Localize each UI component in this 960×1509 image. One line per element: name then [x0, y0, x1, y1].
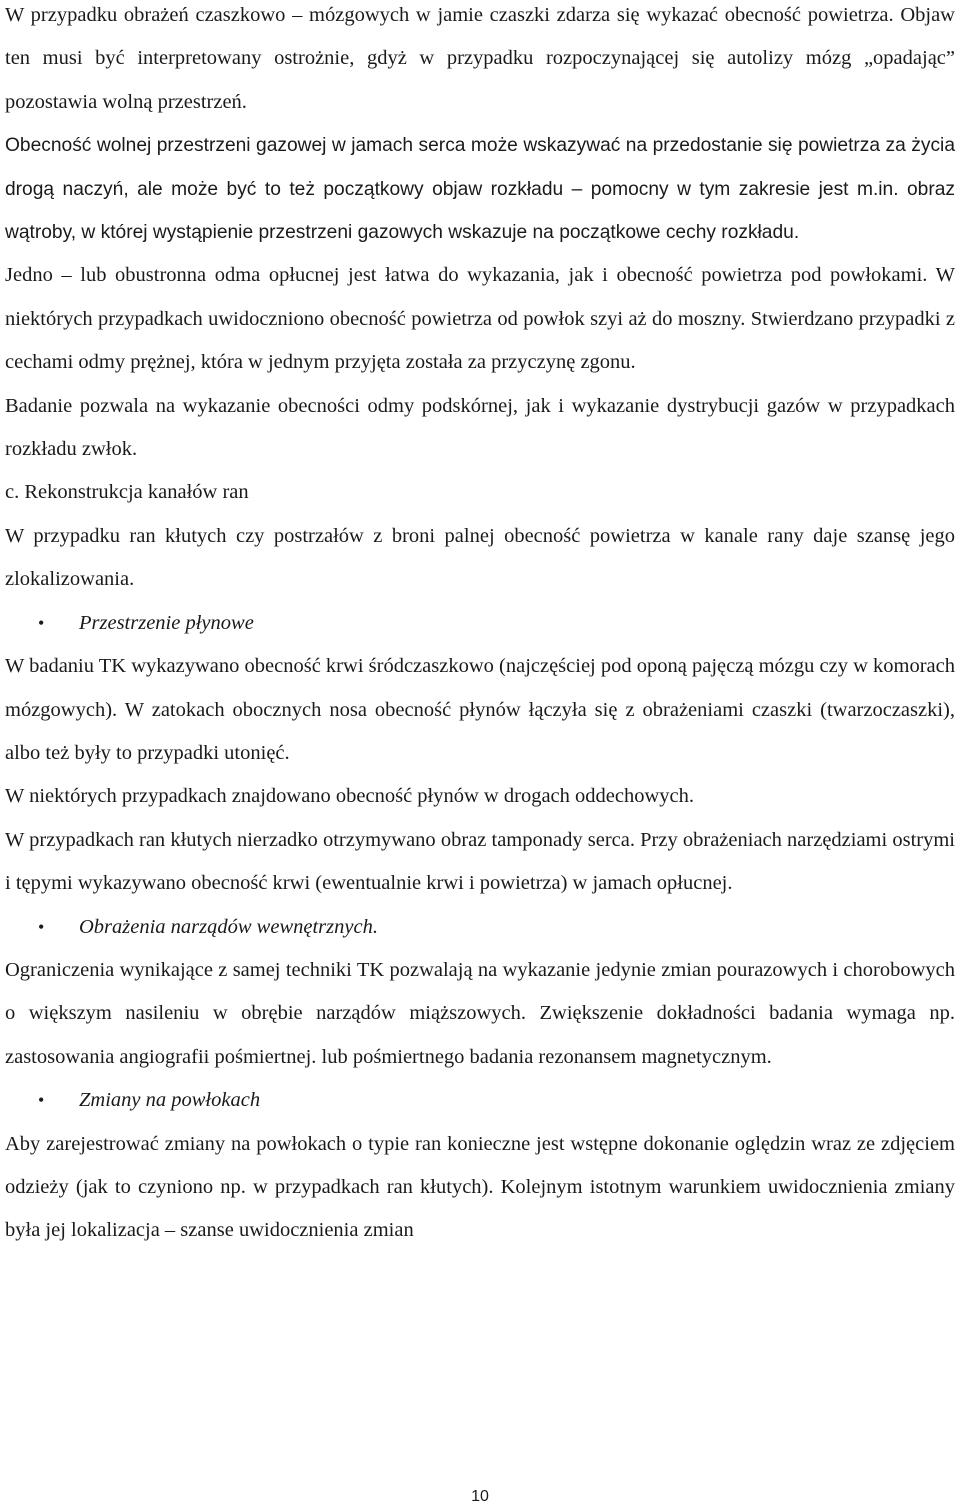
bullet-label: Zmiany na powłokach [79, 1089, 261, 1112]
bullet-dot-icon: • [38, 612, 45, 633]
paragraph-subcutaneous-emphysema: Badanie pozwala na wykazanie obecności odmy podskórnej, jak i wykazanie dystrybucji gazów w przypadkach rozkładu zwłok. [5, 394, 955, 461]
paragraph-ct-limitations: Ograniczenia wynikające z samej techniki TK pozwalają na wykazanie jedynie zmian pourazowych i chorobowych o większym nasileniu w obrębie narządów miąższowych. Zwiększenie dokładności badania wymaga np. zastosowania angiografii pośmiertnej. lub pośmiertnego badania rezonansem magnetycznym. [5, 958, 955, 1068]
bullet-item-skin-changes [5, 1079, 955, 1122]
paragraph-airway-fluids: W niektórych przypadkach znajdowano obecność płynów w drogach oddechowych. [5, 785, 694, 808]
bullet-dot-icon: • [38, 1090, 45, 1111]
section-heading-wound-channels: c. Rekonstrukcja kanałów ran [5, 481, 249, 504]
paragraph-cardiac-tamponade: W przypadkach ran kłutych nierzadko otrzymywano obraz tamponady serca. Przy obrażeniach narzędziami ostrymi i tępymi wykazywano obecność krwi (ewentualnie krwi i powietrza) w jamach opłucnej. [5, 828, 955, 895]
page-number: 10 [471, 1488, 489, 1505]
paragraph-heart-gas-space: Obecność wolnej przestrzeni gazowej w jamach serca może wskazywać na przedostanie się powietrza za życia drogą naczyń, ale może być to też początkowy objaw rozkładu – pomocny w tym zakresie jest m.in. obraz wątroby, w której wystąpienie przestrzeni gazowych wskazuje na początkowe cechy rozkładu. [5, 135, 955, 244]
bullet-item-fluid-spaces [5, 602, 955, 645]
document-body [5, 0, 955, 1253]
paragraph-pneumothorax: Jedno – lub obustronna odma opłucnej jest łatwa do wykazania, jak i obecność powietrza pod powłokami. W niektórych przypadkach uwidoczniono obecność powietrza od powłok szyi aż do moszny. Stwierdzano przypadki z cechami odmy prężnej, która w jednym przyjęta została za przyczynę zgonu. [5, 264, 955, 374]
paragraph-air-in-skull: W przypadku obrażeń czaszkowo – mózgowych w jamie czaszki zdarza się wykazać obecność powietrza. Objaw ten musi być interpretowany ostrożnie, gdyż w przypadku rozpoczynającej się autolizy mózg „opadając” pozostawia wolną przestrzeń. [5, 4, 955, 113]
paragraph-intracranial-blood: W badaniu TK wykazywano obecność krwi śródczaszkowo (najczęściej pod oponą pajęczą mózgu czy w komorach mózgowych). W zatokach obocznych nosa obecność płynów łączyła się z obrażeniami czaszki (twarzoczaszki), albo też były to przypadki utonięć. [5, 655, 955, 764]
paragraph-skin-examination: Aby zarejestrować zmiany na powłokach o typie ran konieczne jest wstępne dokonanie oględzin wraz ze zdjęciem odzieży (jak to czyniono np. w przypadkach ran kłutych). Kolejnym istotnym warunkiem uwidocznienia zmiany była jej lokalizacja – szanse uwidocznienia zmian [5, 1132, 955, 1242]
bullet-item-internal-organ-injuries [5, 906, 955, 949]
bullet-label: Obrażenia narządów wewnętrznych. [79, 915, 378, 938]
bullet-label: Przestrzenie płynowe [79, 611, 254, 634]
paragraph-wound-channel-air: W przypadku ran kłutych czy postrzałów z broni palnej obecność powietrza w kanale rany daje szansę jego zlokalizowania. [5, 524, 955, 591]
bullet-dot-icon: • [38, 916, 45, 937]
